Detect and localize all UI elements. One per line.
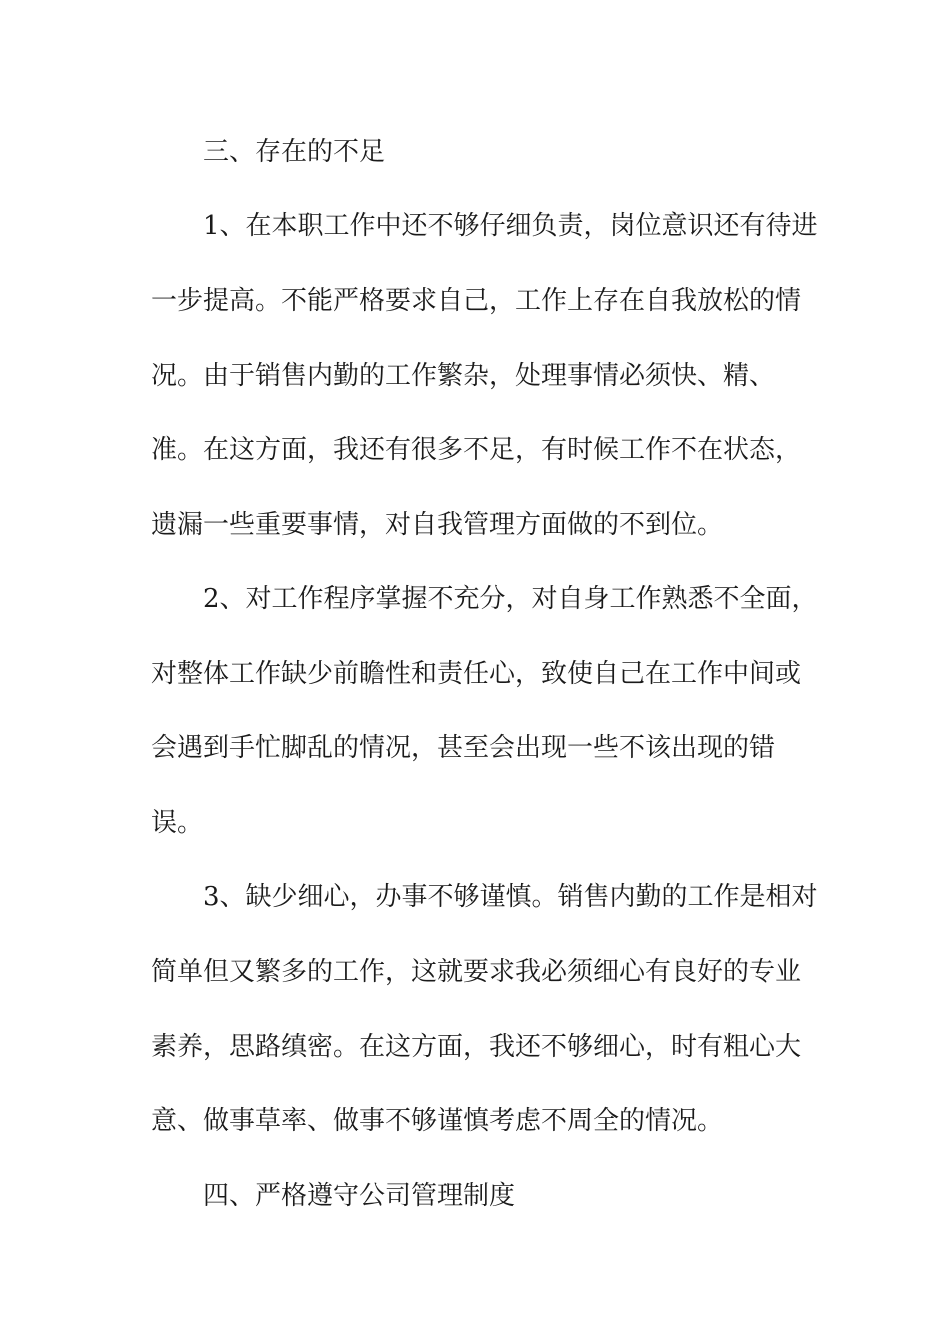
paragraph-1-line-5: 遗漏一些重要事情，对自我管理方面做的不到位。 (151, 510, 724, 540)
section-heading-company-rules: 四、严格遵守公司管理制度 (203, 1181, 516, 1211)
paragraph-2-line-4: 误。 (151, 808, 204, 838)
paragraph-1-line-1: 1、在本职工作中还不够仔细负责，岗位意识还有待进 (203, 211, 818, 241)
paragraph-2-line-1: 2、对工作程序掌握不充分，对自身工作熟悉不全面， (203, 584, 818, 614)
section-heading-shortcomings: 三、存在的不足 (203, 137, 386, 167)
paragraph-3-line-3: 素养，思路缜密。在这方面，我还不够细心，时有粗心大 (151, 1032, 802, 1062)
paragraph-2-line-3: 会遇到手忙脚乱的情况，甚至会出现一些不该出现的错 (151, 733, 776, 763)
paragraph-3-line-2: 简单但又繁多的工作，这就要求我必须细心有良好的专业 (151, 957, 802, 987)
paragraph-1-line-4: 准。在这方面，我还有很多不足，有时候工作不在状态， (151, 435, 802, 465)
paragraph-3-line-4: 意、做事草率、做事不够谨慎考虑不周全的情况。 (151, 1106, 724, 1136)
paragraph-1-line-2: 一步提高。不能严格要求自己，工作上存在自我放松的情 (151, 286, 802, 316)
paragraph-1-line-3: 况。由于销售内勤的工作繁杂，处理事情必须快、精、 (151, 361, 776, 391)
paragraph-2-line-2: 对整体工作缺少前瞻性和责任心，致使自己在工作中间或 (151, 659, 802, 689)
paragraph-3-line-1: 3、缺少细心，办事不够谨慎。销售内勤的工作是相对 (203, 882, 818, 912)
